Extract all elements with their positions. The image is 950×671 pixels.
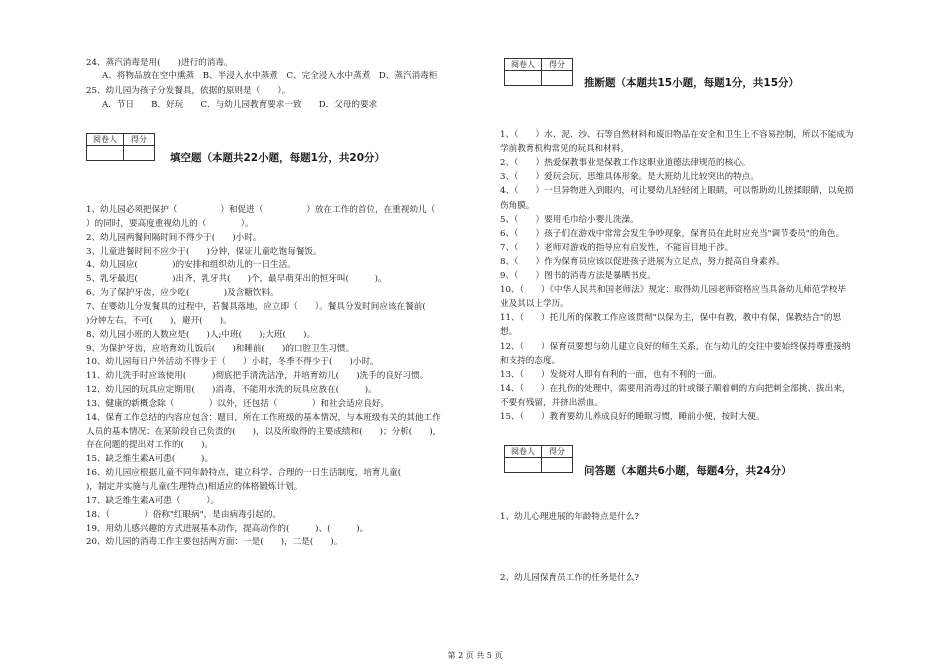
question-line: 2、（ ）热爱保教事业是保教工作这职业道德法律规范的核心。 — [500, 158, 751, 169]
grader-label: 阅卷人 — [87, 134, 124, 146]
question-line: 1、幼儿园必须把保护（ ）和促进（ ）放在工作的首位，在重视幼儿（ — [86, 205, 436, 215]
question-24-options: A、将物品放在空中熏蒸 B、半浸入水中蒸煮 C、完全浸入水中蒸煮 D、蒸汽消毒柜 — [102, 71, 438, 81]
qa-section-title: 问答题（本题共6小题，每题4分，共24分） — [584, 465, 792, 477]
score-label: 得分 — [124, 134, 155, 146]
judge-section-title: 推断题（本题共15小题，每题1分，共15分） — [584, 77, 800, 89]
score-cell — [542, 458, 573, 473]
question-line: ）的同时，要高度重视幼儿的（ ）。 — [86, 218, 254, 229]
question-line: 3、儿童进餐时间不应少于( )分钟，保证儿童吃饱每餐饭。 — [86, 246, 322, 257]
question-line: 1、（ ）水、泥、沙、石等自然材料和废旧物品在安全和卫生上不容易控制，所以不能成为 — [500, 130, 854, 140]
question-line: 7、在婴幼儿分发餐具的过程中，若餐具落地，应立即（ ）。餐具分发时间应该在餐前( — [86, 301, 426, 312]
question-line: 存在问题的提出对工作的( )。 — [86, 440, 214, 451]
question-line: 17、缺乏维生素A可患（ ）。 — [86, 495, 220, 506]
question-line: 5、（ ）要用毛巾给小婴儿洗澡。 — [500, 214, 639, 225]
question-24-stem: 24、蒸汽消毒是用( )进行的消毒。 — [86, 58, 233, 68]
question-line: 6、为了保护牙齿，应少吃( )及含糖饮料。 — [86, 288, 279, 299]
question-line: 人员的基本情况；在某阶段自己负责的( )，以及所取得的主要成绩和( )；分析( )， — [86, 426, 442, 437]
question-line: 10、（ ）《中华人民共和国老师法》规定：取得幼儿园老师资格应当具备幼儿师范学校毕 — [500, 285, 847, 296]
score-label: 得分 — [542, 59, 573, 71]
question-line: 14、保育工作总结的内容应包含：题目，所在工作班级的基本情况，与本班级有关的其他工作 — [86, 412, 441, 423]
question-line: )，制定并实施与儿童(生理特点)相适应的体格锻炼计划。 — [86, 482, 303, 492]
question-line: 10、幼儿园每日户外活动不得少于（ ）小时，冬季不得少于( )小时。 — [86, 357, 379, 368]
question-line: 6、（ ）孩子们在游戏中常常会发生争吵现象，保育员在此时应充当"调节委员"的角色。 — [500, 228, 845, 239]
question-line: 9、为保护牙齿，应培育幼儿饭后( )和睡前( )的口腔卫生习惯。 — [86, 343, 355, 354]
question-line: 5、乳牙最迟( )出齐，乳牙共( )个，最早萌芽出的恒牙叫( )。 — [86, 274, 387, 285]
question-line: )分钟左右，不可( )，避开( )。 — [86, 315, 232, 326]
question-line: 15、（ ）教育要幼儿养成良好的睡眠习惯，睡前小便，按时大便。 — [500, 412, 765, 422]
question-line: 12、（ ）保育员要想与幼儿建立良好的师生关系，在与幼儿的交往中要始终保持尊重接纳 — [500, 341, 851, 352]
question-line: 11、幼儿洗手时应该使用( )彻底把手清洗洁净，并培育幼儿( )洗手的良好习惯。 — [86, 371, 429, 382]
question-line: 14、（ ）在扎伤的处理中，需要用消毒过的针或镊子顺着刺的方向把刺全部挑、拔出来， — [500, 383, 851, 394]
grader-label: 阅卷人 — [505, 446, 542, 458]
question-line: 不要有残留，并挤出淤血。 — [500, 397, 604, 408]
score-cell — [124, 146, 155, 161]
score-label: 得分 — [542, 446, 573, 458]
question-line: 8、幼儿园小班的人数应是( )人;中班( );大班( )。 — [86, 329, 316, 340]
question-line: 4、幼儿园应( )的安排和组织幼儿的一日生活。 — [86, 260, 296, 271]
question-line: 13、健康的新概念除（ ）以外，还包括（ ）和社会适应良好。 — [86, 398, 390, 409]
grader-label: 阅卷人 — [505, 59, 542, 71]
grader-cell — [505, 71, 542, 86]
question-25-stem: 25、幼儿园为孩子分发餐具，依据的原则是（ ）。 — [86, 86, 291, 96]
question-line: 18、（ ）俗称"红眼病"，是由病毒引起的。 — [86, 509, 282, 520]
question-line: 19、用幼儿感兴趣的方式进展基本动作，提高动作的( )、( )。 — [86, 523, 369, 534]
question-line: 和支持的态度。 — [500, 355, 561, 366]
question-line: 8、（ ）作为保育员应该以促进孩子进展为立足点，努力提高自身素养。 — [500, 256, 785, 267]
question-line: 12、幼儿园的玩具应定期用( )消毒，不能用水洗的玩具应放在( )。 — [86, 385, 377, 396]
score-cell — [542, 71, 573, 86]
question-line: 15、缺乏维生素A可患( )。 — [86, 454, 213, 465]
question-line: 学前教育机构常见的玩具和材料。 — [500, 144, 629, 155]
question-line: 7、（ ）老师对游戏的指导应有启发性，不能盲目地干涉。 — [500, 242, 734, 253]
question-line: 4、（ ）一旦异物进入到眼内，可让婴幼儿轻轻闭上眼睛，可以帮助幼儿搓揉眼睛，以免损 — [500, 186, 854, 197]
question-line: 想。 — [500, 327, 518, 338]
page-footer: 第 2 页 共 5 页 — [447, 651, 503, 660]
question-line: 2、幼儿园两餐间隔时间不得少于( )小时。 — [86, 232, 262, 243]
question-line: 20、幼儿园的消毒工作主要包括两方面：一是( )，二是( )。 — [86, 537, 343, 548]
qa-question-2: 2、幼儿园保育员工作的任务是什么? — [500, 573, 639, 583]
judge-score-table — [504, 58, 573, 86]
grader-cell — [505, 458, 542, 473]
fill-section-title: 填空题（本题共22小题，每题1分，共20分） — [170, 152, 386, 164]
question-line: 13、（ ）发烧对人即有有利的一面，也有不利的一面。 — [500, 369, 722, 380]
question-line: 3、（ ）爱玩会玩、思维具体形象。是大班幼儿比较突出的特点。 — [500, 172, 759, 183]
qa-question-1: 1、幼儿心理进展的年龄特点是什么? — [500, 512, 639, 522]
question-line: 业及其以上学历。 — [500, 299, 569, 310]
question-line: 16、幼儿园应根据儿童不同年龄特点，建立科学、合理的一日生活制度，培育儿童( — [86, 468, 419, 479]
question-line: 9、（ ）图书的消毒方法是暴晒书皮。 — [500, 271, 656, 281]
question-line: 伤角膜。 — [500, 200, 535, 211]
fill-score-table — [86, 133, 155, 161]
grader-cell — [87, 146, 124, 161]
qa-score-table — [504, 445, 573, 473]
question-line: 11、（ ）托儿所的保教工作应该贯彻"以保为主，保中有教，教中有保，保教结合"的思 — [500, 313, 842, 324]
question-25-options: A．节日 B．好玩 C．与幼儿园教育要求一致 D．父母的要求 — [102, 100, 378, 110]
